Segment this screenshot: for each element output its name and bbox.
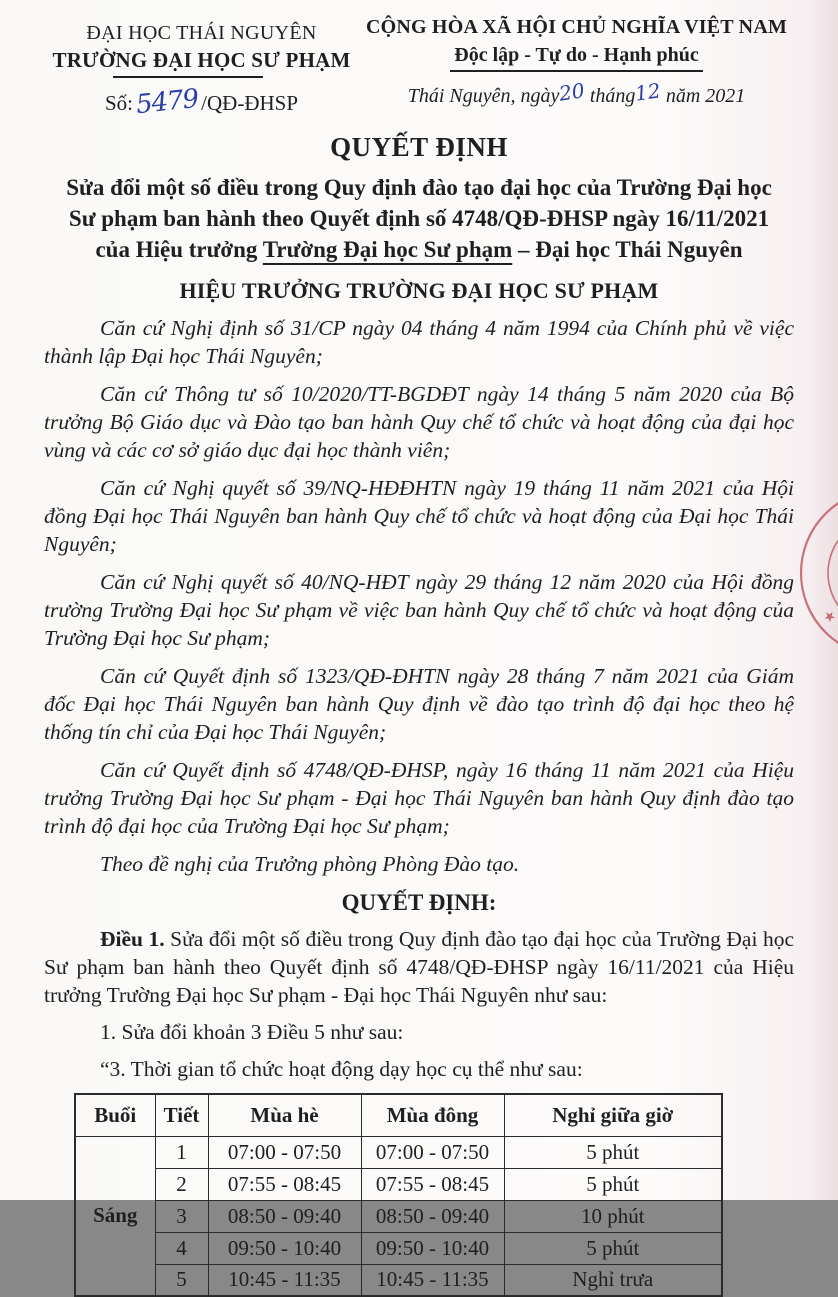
date-prefix: Thái Nguyên, ngày	[407, 85, 560, 107]
subtitle-line-2: Sư phạm ban hành theo Quyết định số 4748/QĐ-ĐHSP ngày 16/11/2021	[68, 206, 770, 231]
date-month-handwritten: 12	[633, 78, 663, 106]
table-row	[75, 1200, 722, 1232]
subtitle-line-3	[44, 234, 794, 265]
decision-heading: QUYẾT ĐỊNH:	[341, 890, 497, 915]
column-header-winter: Mùa đông	[361, 1094, 504, 1136]
break-cell: 5 phút	[504, 1232, 722, 1264]
date-month-label: tháng	[589, 85, 636, 107]
period-cell: 1	[155, 1136, 208, 1168]
table-row	[75, 1264, 722, 1296]
subtitle-line-1: Sửa đổi một số điều trong Quy định đào tạo đại học của Trường Đại học	[66, 175, 772, 200]
document-number-suffix: /QĐ-ĐHSP	[201, 91, 299, 115]
break-cell: 10 phút	[504, 1200, 722, 1232]
column-header-session: Buổi	[75, 1094, 155, 1136]
table-header-row	[75, 1094, 722, 1136]
national-motto-line1: CỘNG HÒA XÃ HỘI CHỦ NGHĨA VIỆT NAM	[365, 16, 788, 38]
document-subtitle	[44, 172, 794, 265]
summer-time-cell: 07:00 - 07:50	[208, 1136, 361, 1168]
article-1-text: Sửa đổi một số điều trong Quy định đào tạo đại học của Trường Đại học Sư phạm ban hành theo Quyết định số 4748/QĐ-ĐHSP ngày 16/11/2021 của Hiệu trưởng Trường Đại học Sư phạm - Đại học Thái Nguyên như sau:	[44, 927, 794, 1007]
document-header	[44, 16, 794, 121]
session-cell: Sáng	[75, 1136, 155, 1296]
table-row	[75, 1168, 722, 1200]
break-cell: 5 phút	[504, 1168, 722, 1200]
document-number-line	[44, 83, 359, 121]
winter-time-cell: 10:45 - 11:35	[361, 1264, 504, 1296]
column-header-summer: Mùa hè	[208, 1094, 361, 1136]
place-date-line	[359, 78, 794, 108]
table-row	[75, 1136, 722, 1168]
period-cell: 2	[155, 1168, 208, 1200]
date-day-handwritten: 20	[557, 78, 587, 106]
period-cell: 5	[155, 1264, 208, 1296]
subtitle-line3-underlined: Trường Đại học Sư phạm	[262, 237, 513, 262]
winter-time-cell: 08:50 - 09:40	[361, 1200, 504, 1232]
break-cell: 5 phút	[504, 1136, 722, 1168]
table-row	[75, 1232, 722, 1264]
article-1-label: Điều 1.	[100, 927, 165, 951]
recital-paragraph: Căn cứ Nghị quyết số 40/NQ-HĐT ngày 29 tháng 12 năm 2020 của Hội đồng trường Trường Đại học Sư phạm về việc ban hành Quy chế tổ chức và hoạt động của Trường Đại học Sư phạm;	[44, 570, 794, 650]
issuing-org-block	[44, 16, 359, 121]
quote-intro-line: “3. Thời gian tổ chức hoạt động dạy học cụ thể như sau:	[100, 1057, 583, 1081]
winter-time-cell: 07:55 - 08:45	[361, 1168, 504, 1200]
issuer-heading: HIỆU TRƯỞNG TRƯỜNG ĐẠI HỌC SƯ PHẠM	[179, 278, 659, 303]
subtitle-line3-post: – Đại học Thái Nguyên	[512, 237, 743, 262]
summer-time-cell: 09:50 - 10:40	[208, 1232, 361, 1264]
national-header-block	[359, 16, 794, 117]
article-1-paragraph	[44, 925, 794, 1009]
document-number-label: Số:	[104, 91, 133, 115]
column-header-break: Nghỉ giữa giờ	[504, 1094, 722, 1136]
stamp-star-icon: ★	[820, 607, 838, 626]
subtitle-line3-pre: của Hiệu trưởng	[95, 237, 263, 262]
summer-time-cell: 07:55 - 08:45	[208, 1168, 361, 1200]
recital-paragraph: Căn cứ Nghị định số 31/CP ngày 04 tháng 4 năm 1994 của Chính phủ về việc thành lập Đại học Thái Nguyên;	[44, 316, 794, 368]
national-motto-line2: Độc lập - Tự do - Hạnh phúc	[450, 44, 702, 72]
column-header-period: Tiết	[155, 1094, 208, 1136]
recital-paragraph: Căn cứ Quyết định số 4748/QĐ-ĐHSP, ngày 16 tháng 11 năm 2021 của Hiệu trưởng Trường Đại học Sư phạm - Đại học Thái Nguyên ban hành Quy định đào tạo trình độ đại học của Trường Đại học Sư phạm;	[44, 758, 794, 838]
summer-time-cell: 08:50 - 09:40	[208, 1200, 361, 1232]
org-name-underline	[113, 76, 263, 78]
recital-paragraph: Căn cứ Thông tư số 10/2020/TT-BGDĐT ngày 14 tháng 5 năm 2020 của Bộ trưởng Bộ Giáo dục và Đào tạo ban hành Quy chế tổ chức và hoạt động của đại học vùng và các cơ sở giáo dục đại học thành viên;	[44, 382, 794, 462]
clause-1-line: 1. Sửa đổi khoản 3 Điều 5 như sau:	[100, 1020, 404, 1044]
winter-time-cell: 07:00 - 07:50	[361, 1136, 504, 1168]
period-cell: 4	[155, 1232, 208, 1264]
recital-paragraph: Căn cứ Quyết định số 1323/QĐ-ĐHTN ngày 28 tháng 7 năm 2021 của Giám đốc Đại học Thái Nguyên ban hành Quy định về đào tạo trình độ đại học theo hệ thống tín chỉ của Đại học Thái Nguyên;	[44, 664, 794, 744]
document-title: QUYẾT ĐỊNH	[330, 132, 508, 162]
date-year: năm 2021	[665, 85, 746, 107]
summer-time-cell: 10:45 - 11:35	[208, 1264, 361, 1296]
class-schedule-table	[74, 1093, 723, 1297]
proposal-paragraph: Theo đề nghị của Trưởng phòng Phòng Đào tạo.	[100, 852, 520, 876]
org-parent-name: ĐẠI HỌC THÁI NGUYÊN	[86, 22, 317, 44]
winter-time-cell: 09:50 - 10:40	[361, 1232, 504, 1264]
period-cell: 3	[155, 1200, 208, 1232]
recital-paragraph: Căn cứ Nghị quyết số 39/NQ-HĐĐHTN ngày 19 tháng 11 năm 2021 của Hội đồng Đại học Thái Nguyên ban hành Quy chế tổ chức và hoạt động của Đại học Thái Nguyên;	[44, 476, 794, 556]
break-cell: Nghỉ trưa	[504, 1264, 722, 1296]
document-number-handwritten: 5479	[134, 83, 200, 121]
org-name: TRƯỜNG ĐẠI HỌC SƯ PHẠM	[52, 48, 351, 72]
